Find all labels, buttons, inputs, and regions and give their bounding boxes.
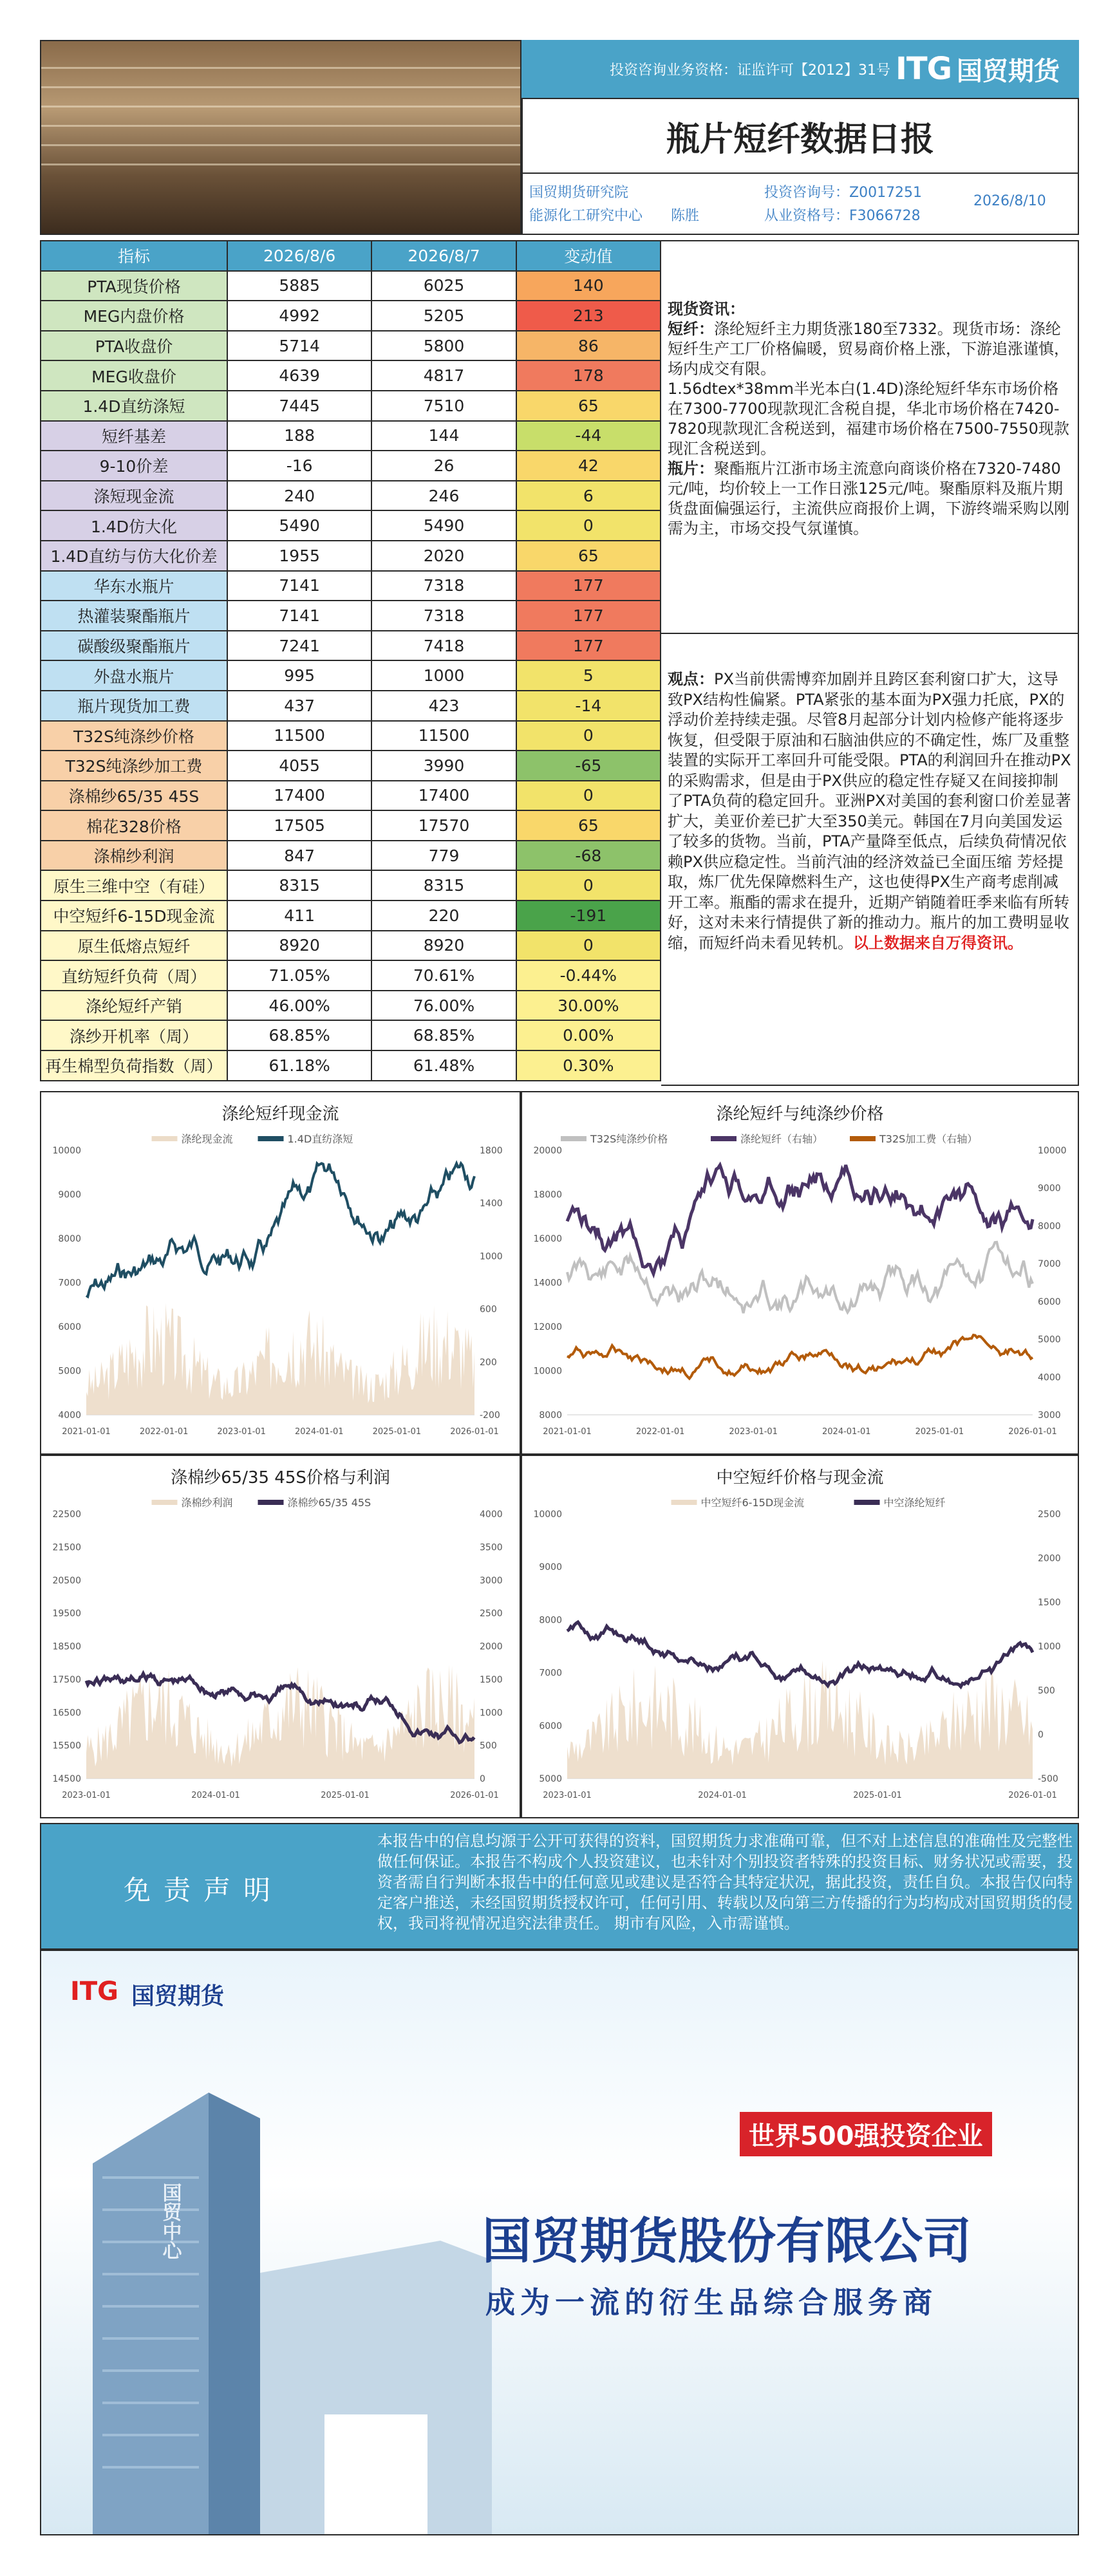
y-tick-right: -500	[1038, 1774, 1058, 1784]
table-row	[41, 810, 661, 841]
chart-cashflow	[40, 1091, 521, 1455]
view-text: PX当前供需博弈加剧并且跨区套利窗口扩大，这导致PX结构性偏紧。PTA紧张的基本面为PX强力托底，PX的浮动价差持续走强。尽管8月起部分计划内检修产能将逐步恢复，但受限于原油和石脑油供应的不确定性，炼厂及重整装置的实际开工率回升可能受限。PTA的利润回升在推动PX的采购需求，但是由于PX供应的稳定性存疑又在间接抑制了PTA负荷的稳定回升。亚洲PX对美国的套利窗口价差显著扩大，美亚价差已扩大至350美元。韩国在7月向美国发运了较多的货物。当前，PTA产量降至低点，后续负荷情况依赖PX供应稳定性。当前汽油的经济效益已全面压缩 芳烃提取，炼厂优先保障燃料生产，这也使得PX生产商考虑削减开工率。瓶酯的需求在提升，近期产销随着旺季来临有所转好，这对未来行情提供了新的推动力。瓶片的加工费明显收缩，而短纤尚未看见转机。	[668, 670, 1071, 952]
table-row	[41, 691, 661, 721]
value-day1: 61.18%	[227, 1050, 371, 1081]
value-day1: 5490	[227, 510, 371, 541]
value-day2: 4817	[371, 360, 516, 391]
banner-logo-text: 国贸期货	[131, 1983, 225, 2010]
table-row	[41, 960, 661, 991]
value-day1: 4055	[227, 751, 371, 781]
x-tick: 2022-01-01	[139, 1427, 189, 1437]
indicator-name: 1.4D直纺与仿大化价差	[41, 541, 227, 571]
indicator-name: 1.4D直纺涤短	[41, 391, 227, 421]
line-series	[567, 1335, 1033, 1379]
x-tick: 2021-01-01	[543, 1427, 592, 1437]
table-row	[41, 901, 661, 931]
y-tick-right: 1000	[480, 1251, 503, 1262]
chart-staple-yarn	[521, 1091, 1079, 1455]
legend-swatch	[711, 1136, 737, 1141]
area-series	[567, 1660, 1033, 1778]
indicator-name: 棉花328价格	[41, 810, 227, 841]
y-tick-left: 9000	[539, 1562, 562, 1573]
change-value: -65	[516, 751, 661, 781]
col-header: 指标	[41, 241, 227, 271]
x-tick: 2025-01-01	[853, 1791, 902, 1800]
value-day1: -16	[227, 451, 371, 481]
legend-label: 1.4D直纺涤短	[287, 1133, 353, 1145]
indicator-name: MEG内盘价格	[41, 301, 227, 331]
value-day2: 246	[371, 481, 516, 511]
y-tick-right: 2500	[480, 1609, 503, 1619]
cert-consult: 投资咨询号：Z0017251	[764, 185, 923, 201]
y-tick-left: 12000	[533, 1322, 562, 1332]
y-tick-right: 4000	[480, 1509, 503, 1520]
col-header: 2026/8/6	[227, 241, 371, 271]
x-tick: 2024-01-01	[822, 1427, 871, 1437]
header-photo	[40, 40, 521, 235]
table-row	[41, 360, 661, 391]
x-tick: 2024-01-01	[698, 1791, 747, 1800]
value-day2: 5490	[371, 510, 516, 541]
change-value: 65	[516, 391, 661, 421]
y-tick-right: 9000	[1038, 1183, 1061, 1194]
x-tick: 2023-01-01	[543, 1791, 592, 1800]
indicator-name: 短纤基差	[41, 421, 227, 451]
line-series	[86, 1164, 474, 1297]
value-day2: 8920	[371, 931, 516, 961]
value-day1: 7241	[227, 631, 371, 661]
value-day2: 76.00%	[371, 991, 516, 1021]
x-tick: 2026-01-01	[1008, 1427, 1057, 1437]
spot-text: 聚酯瓶片江浙市场主流意向商谈价格在7320-7480元/吨，均价较上一工作日涨125元/吨。聚酯原料及瓶片期货盘面偏强运行，主流供应商报价上调，下游终端采购以刚需为主，市场交投气氛谨慎。	[668, 460, 1069, 537]
value-day2: 6025	[371, 271, 516, 301]
y-tick-right: 1500	[480, 1674, 503, 1685]
value-day2: 17400	[371, 781, 516, 811]
y-tick-left: 8000	[539, 1410, 562, 1421]
x-tick: 2023-01-01	[62, 1791, 111, 1800]
table-row	[41, 301, 661, 331]
change-value: 177	[516, 631, 661, 661]
chart-title: 涤棉纱65/35 45S价格与利润	[171, 1468, 390, 1488]
table-row	[41, 510, 661, 541]
y-tick-left: 14000	[533, 1278, 562, 1289]
change-value: 0.00%	[516, 1020, 661, 1050]
indicator-name: T32S纯涤纱价格	[41, 721, 227, 751]
disclaimer-text: 本报告中的信息均源于公开可获得的资料，国贸期货力求准确可靠，但不对上述信息的准确性及完整性做任何保证。本报告不构成个人投资建议，也未针对个别投资者特殊的投资目标、财务状况或需要，投资者需自行判断本报告中的任何意见或建议是否符合其特定状况，据此投资，责任自负。本报告仅向特定客户推送，未经国贸期货授权许可，任何引用、转载以及向第三方传播的行为均构成对国贸期货的侵权，我司将视情况追究法律责任。 期市有风险，入市需谨慎。	[377, 1832, 1073, 1932]
value-day2: 779	[371, 841, 516, 871]
value-day1: 5885	[227, 271, 371, 301]
y-tick-left: 8000	[539, 1615, 562, 1626]
legend-label: T32S加工费（右轴）	[879, 1133, 978, 1145]
chart-svg	[522, 1092, 1078, 1453]
x-tick: 2026-01-01	[1008, 1791, 1057, 1800]
value-day1: 240	[227, 481, 371, 511]
area-series	[86, 1303, 474, 1415]
value-day2: 1000	[371, 660, 516, 691]
y-tick-left: 4000	[58, 1410, 81, 1421]
table-row	[41, 931, 661, 961]
disclaimer	[40, 1823, 1079, 1950]
disclaimer-label: 免责声明	[124, 1874, 284, 1906]
indicator-name: 原生低熔点短纤	[41, 931, 227, 961]
y-tick-left: 6000	[539, 1721, 562, 1731]
change-value: 177	[516, 571, 661, 601]
institute: 国贸期货研究院	[529, 185, 629, 201]
license-text: 投资咨询业务资格：证监许可【2012】31号	[610, 62, 890, 79]
value-day2: 70.61%	[371, 960, 516, 991]
table-row	[41, 271, 661, 301]
indicator-name: 碳酸级聚酯瓶片	[41, 631, 227, 661]
change-value: -68	[516, 841, 661, 871]
department: 能源化工研究中心	[529, 208, 643, 224]
change-value: 0.30%	[516, 1050, 661, 1081]
change-value: 86	[516, 331, 661, 361]
area-series	[86, 1665, 474, 1778]
change-value: 0	[516, 510, 661, 541]
table-row	[41, 781, 661, 811]
y-tick-right: 6000	[1038, 1296, 1061, 1307]
y-tick-right: 500	[1038, 1686, 1055, 1696]
value-day1: 4992	[227, 301, 371, 331]
view-label: 观点：	[668, 670, 714, 688]
change-value: 0	[516, 781, 661, 811]
change-value: 0	[516, 721, 661, 751]
itg-logo: ITG	[896, 51, 952, 87]
y-tick-left: 16500	[52, 1708, 81, 1719]
indicator-name: 瓶片现货加工费	[41, 691, 227, 721]
table-row	[41, 751, 661, 781]
indicator-name: MEG收盘价	[41, 360, 227, 391]
value-day2: 5800	[371, 331, 516, 361]
value-day2: 7418	[371, 631, 516, 661]
value-day1: 4639	[227, 360, 371, 391]
value-day1: 46.00%	[227, 991, 371, 1021]
y-tick-right: 8000	[1038, 1221, 1061, 1232]
y-tick-right: 10000	[1038, 1146, 1067, 1156]
value-day1: 411	[227, 901, 371, 931]
change-value: 140	[516, 271, 661, 301]
legend-swatch	[258, 1136, 284, 1141]
y-tick-left: 20500	[52, 1575, 81, 1586]
logo-text: 国贸期货	[957, 56, 1060, 86]
value-day1: 17505	[227, 810, 371, 841]
y-tick-left: 10000	[52, 1146, 81, 1156]
x-tick: 2024-01-01	[295, 1427, 344, 1437]
value-day1: 7445	[227, 391, 371, 421]
value-day1: 995	[227, 660, 371, 691]
x-tick: 2023-01-01	[217, 1427, 266, 1437]
line-series	[567, 1622, 1033, 1686]
legend-swatch	[671, 1500, 697, 1505]
market-view	[661, 634, 1079, 1086]
y-tick-left: 6000	[58, 1322, 81, 1332]
indicator-name: 涤棉纱利润	[41, 841, 227, 871]
table-row	[41, 331, 661, 361]
change-value: -14	[516, 691, 661, 721]
legend-swatch	[854, 1500, 880, 1505]
value-day2: 8315	[371, 870, 516, 901]
value-day1: 17400	[227, 781, 371, 811]
y-tick-left: 8000	[58, 1234, 81, 1244]
col-header: 变动值	[516, 241, 661, 271]
indicator-name: 涤纱开机率（周）	[41, 1020, 227, 1050]
table-row	[41, 421, 661, 451]
indicator-name: 华东水瓶片	[41, 571, 227, 601]
spot-heading: 现货资讯：	[668, 300, 745, 318]
chart-blend-yarn	[40, 1455, 521, 1818]
chart-title: 中空短纤价格与现金流	[716, 1468, 884, 1488]
value-day2: 3990	[371, 751, 516, 781]
indicator-name: 1.4D仿大化	[41, 510, 227, 541]
y-tick-left: 10000	[533, 1366, 562, 1377]
change-value: 42	[516, 451, 661, 481]
author: 陈胜	[671, 208, 700, 224]
legend-swatch	[152, 1500, 178, 1505]
legend-swatch	[258, 1500, 284, 1505]
value-day1: 847	[227, 841, 371, 871]
value-day2: 2020	[371, 541, 516, 571]
y-tick-right: 3000	[480, 1575, 503, 1586]
y-tick-right: 1000	[480, 1708, 503, 1719]
cert-practice: 从业资格号：F3066728	[764, 208, 921, 224]
legend-label: 涤棉纱65/35 45S	[287, 1497, 371, 1509]
y-tick-left: 19500	[52, 1609, 81, 1619]
table-row	[41, 631, 661, 661]
company-banner	[40, 1950, 1079, 2535]
table-row	[41, 660, 661, 691]
value-day2: 26	[371, 451, 516, 481]
value-day1: 437	[227, 691, 371, 721]
y-tick-right: 1000	[1038, 1641, 1061, 1652]
y-tick-left: 21500	[52, 1542, 81, 1553]
value-day2: 7510	[371, 391, 516, 421]
spot-text: 涤纶短纤主力期货涨180至7332。现货市场：涤纶短纤生产工厂价格偏暖，贸易商价格上涨，下游追涨谨慎，场内成交有限。	[668, 320, 1069, 378]
table-row	[41, 841, 661, 871]
y-tick-right: 2000	[480, 1641, 503, 1652]
change-value: 177	[516, 601, 661, 631]
x-tick: 2025-01-01	[915, 1427, 964, 1437]
indicator-name: 原生三维中空（有硅）	[41, 870, 227, 901]
y-tick-right: -200	[480, 1410, 500, 1421]
change-value: 65	[516, 541, 661, 571]
y-tick-left: 7000	[58, 1278, 81, 1289]
spot-label-staple: 短纤：	[668, 320, 714, 338]
header-bar	[521, 40, 1079, 98]
y-tick-left: 18500	[52, 1641, 81, 1652]
data-table	[40, 240, 661, 1081]
legend-label: T32S纯涤纱价格	[590, 1133, 668, 1145]
y-tick-left: 5000	[58, 1366, 81, 1377]
table-row	[41, 1020, 661, 1050]
change-value: 6	[516, 481, 661, 511]
indicator-name: 热灌装聚酯瓶片	[41, 601, 227, 631]
y-tick-right: 2500	[1038, 1509, 1061, 1520]
indicator-name: 再生棉型负荷指数（周）	[41, 1050, 227, 1081]
legend-swatch	[561, 1136, 587, 1141]
chart-svg	[522, 1456, 1078, 1817]
legend-label: 中空涤纶短纤	[883, 1497, 946, 1509]
spot-text: 1.56dtex*38mm半光本白(1.4D)涤纶短纤华东市场价格在7300-7700现款现汇含税自提，华北市场价格在7420-7820现款现汇含税送到，福建市场价格在7500-7550现款现汇含税送到。	[668, 380, 1069, 458]
table-row	[41, 991, 661, 1021]
line-series	[567, 1165, 1033, 1274]
change-value: 0	[516, 931, 661, 961]
table-row	[41, 601, 661, 631]
spot-news	[661, 240, 1079, 634]
source-note: 以上数据来自万得资讯。	[853, 933, 1023, 952]
y-tick-right: 500	[480, 1741, 497, 1751]
chart-svg	[41, 1092, 520, 1453]
chart-svg	[41, 1456, 520, 1817]
table-row	[41, 571, 661, 601]
value-day2: 68.85%	[371, 1020, 516, 1050]
chart-hollow-fiber	[521, 1455, 1079, 1818]
value-day2: 17570	[371, 810, 516, 841]
banner-logo: ITG	[70, 1977, 118, 2006]
indicator-name: 9-10价差	[41, 451, 227, 481]
y-tick-right: 4000	[1038, 1372, 1061, 1383]
y-tick-left: 17500	[52, 1674, 81, 1685]
value-day1: 1955	[227, 541, 371, 571]
report-title: 瓶片短纤数据日报	[666, 120, 934, 159]
company-name: 国贸期货股份有限公司	[482, 2212, 972, 2270]
x-tick: 2026-01-01	[450, 1427, 499, 1437]
legend-swatch	[850, 1136, 876, 1141]
value-day1: 68.85%	[227, 1020, 371, 1050]
change-value: -0.44%	[516, 960, 661, 991]
y-tick-right: 0	[480, 1774, 485, 1784]
author-info	[521, 174, 1079, 235]
value-day2: 144	[371, 421, 516, 451]
y-tick-left: 16000	[533, 1234, 562, 1244]
value-day2: 423	[371, 691, 516, 721]
value-day1: 11500	[227, 721, 371, 751]
change-value: 213	[516, 301, 661, 331]
table-row	[41, 391, 661, 421]
change-value: 30.00%	[516, 991, 661, 1021]
value-day2: 7318	[371, 571, 516, 601]
indicator-name: 直纺短纤负荷（周）	[41, 960, 227, 991]
y-tick-left: 20000	[533, 1146, 562, 1156]
x-tick: 2022-01-01	[635, 1427, 685, 1437]
y-tick-left: 18000	[533, 1190, 562, 1200]
y-tick-left: 9000	[58, 1190, 81, 1200]
legend-label: 涤纶现金流	[181, 1133, 233, 1145]
indicator-name: 涤棉纱65/35 45S	[41, 781, 227, 811]
table-row	[41, 541, 661, 571]
value-day2: 61.48%	[371, 1050, 516, 1081]
table-row	[41, 870, 661, 901]
indicator-name: PTA收盘价	[41, 331, 227, 361]
report-date: 2026/8/10	[973, 193, 1046, 209]
value-day2: 11500	[371, 721, 516, 751]
indicator-name: 中空短纤6-15D现金流	[41, 901, 227, 931]
table-row	[41, 1050, 661, 1081]
legend-label: 中空短纤6-15D现金流	[700, 1497, 805, 1509]
value-day2: 5205	[371, 301, 516, 331]
y-tick-left: 22500	[52, 1509, 81, 1520]
y-tick-right: 5000	[1038, 1334, 1061, 1345]
x-tick: 2025-01-01	[372, 1427, 422, 1437]
value-day2: 220	[371, 901, 516, 931]
value-day1: 7141	[227, 601, 371, 631]
chart-title: 涤纶短纤现金流	[221, 1105, 339, 1124]
legend-label: 涤纶短纤（右轴）	[740, 1133, 823, 1145]
change-value: 65	[516, 810, 661, 841]
change-value: 5	[516, 660, 661, 691]
change-value: 0	[516, 870, 661, 901]
value-day1: 8920	[227, 931, 371, 961]
y-tick-left: 10000	[533, 1509, 562, 1520]
chart-title: 涤纶短纤与纯涤纱价格	[716, 1105, 884, 1124]
value-day1: 7141	[227, 571, 371, 601]
value-day1: 5714	[227, 331, 371, 361]
y-tick-left: 14500	[52, 1774, 81, 1784]
x-tick: 2025-01-01	[321, 1791, 370, 1800]
x-tick: 2023-01-01	[729, 1427, 778, 1437]
y-tick-left: 5000	[539, 1774, 562, 1784]
table-row	[41, 451, 661, 481]
indicator-name: 涤短现金流	[41, 481, 227, 511]
line-series	[567, 1242, 1033, 1313]
y-tick-right: 1800	[480, 1146, 503, 1156]
value-day2: 7318	[371, 601, 516, 631]
fortune-badge: 世界500强投资企业	[740, 2112, 992, 2156]
building-sign: 国贸中心	[158, 2183, 182, 2260]
x-tick: 2024-01-01	[191, 1791, 240, 1800]
indicator-name: 涤纶短纤产销	[41, 991, 227, 1021]
indicator-name: PTA现货价格	[41, 271, 227, 301]
indicator-name: T32S纯涤纱加工费	[41, 751, 227, 781]
y-tick-right: 2000	[1038, 1553, 1061, 1564]
x-tick: 2021-01-01	[62, 1427, 111, 1437]
y-tick-right: 1500	[1038, 1598, 1061, 1608]
change-value: -44	[516, 421, 661, 451]
report-title-box	[521, 98, 1079, 174]
value-day1: 8315	[227, 870, 371, 901]
value-day1: 71.05%	[227, 960, 371, 991]
y-tick-left: 15500	[52, 1741, 81, 1751]
value-day1: 188	[227, 421, 371, 451]
legend-label: 涤棉纱利润	[181, 1497, 233, 1509]
y-tick-right: 0	[1038, 1730, 1044, 1741]
y-tick-right: 200	[480, 1357, 497, 1368]
y-tick-right: 3500	[480, 1542, 503, 1553]
col-header: 2026/8/7	[371, 241, 516, 271]
y-tick-right: 1400	[480, 1199, 503, 1209]
table-row	[41, 721, 661, 751]
legend-swatch	[152, 1136, 178, 1141]
x-tick: 2026-01-01	[450, 1791, 499, 1800]
y-tick-right: 7000	[1038, 1259, 1061, 1270]
change-value: 178	[516, 360, 661, 391]
y-tick-right: 600	[480, 1304, 497, 1315]
change-value: -191	[516, 901, 661, 931]
y-tick-right: 3000	[1038, 1410, 1061, 1421]
y-tick-left: 7000	[539, 1668, 562, 1679]
indicator-name: 外盘水瓶片	[41, 660, 227, 691]
table-row	[41, 481, 661, 511]
company-slogan: 成为一流的衍生品综合服务商	[485, 2285, 937, 2320]
spot-label-bottle: 瓶片：	[668, 460, 714, 478]
